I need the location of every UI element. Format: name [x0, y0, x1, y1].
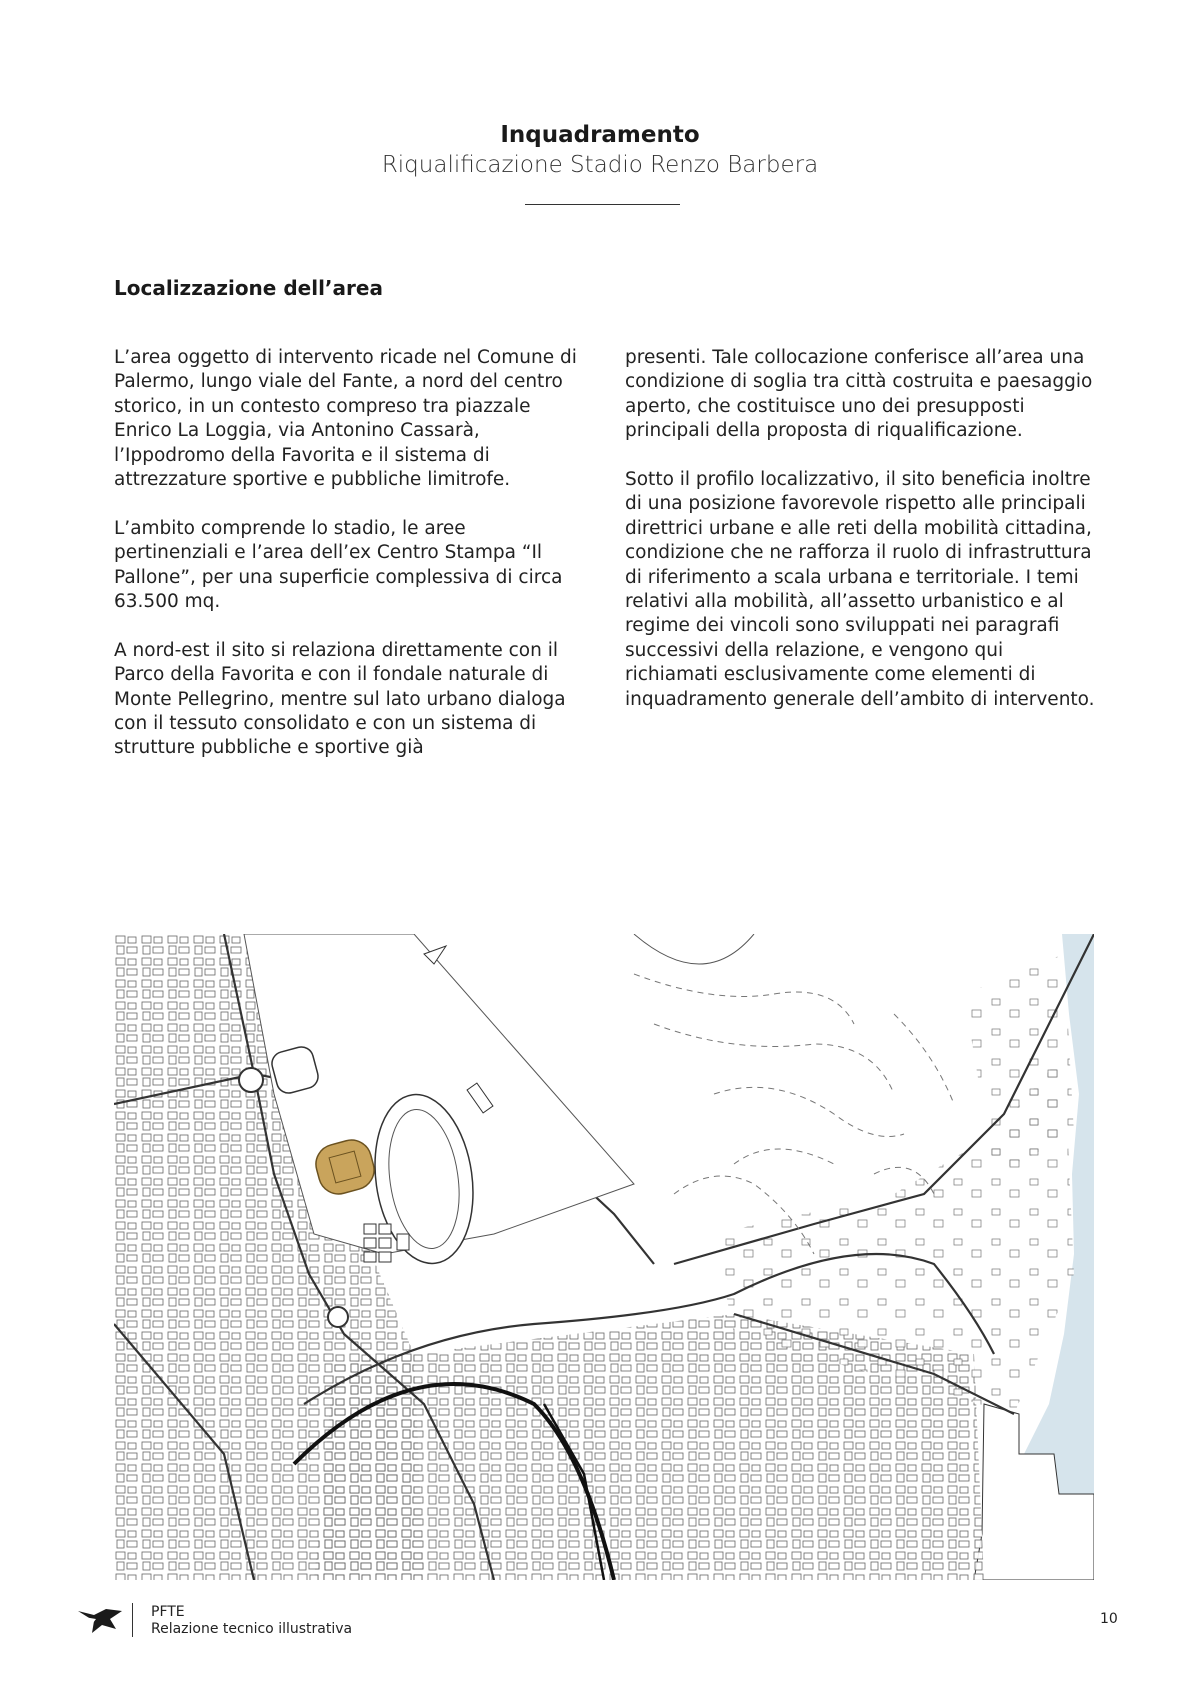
page-header	[0, 120, 1200, 180]
paragraph: L’area oggetto di intervento ricade nel Comune di Palermo, lungo viale del Fante, a nord del centro storico, in un contesto compreso tra piazzale Enrico La Loggia, via Antonino Cassarà, l’Ippodromo della Favorita e il sistema di attrezzature sportive e pubbliche limitrofe.	[114, 347, 577, 491]
favorita-border	[634, 934, 754, 964]
eagle-logo-icon	[76, 1605, 124, 1635]
doc-title: Relazione tecnico illustrativa	[151, 1621, 353, 1637]
location-map	[114, 934, 1094, 1580]
footer-text	[151, 1604, 352, 1638]
section-title: Localizzazione dell’area	[114, 276, 383, 300]
page-title: Inquadramento	[500, 122, 700, 148]
page-subtitle: Riqualificazione Stadio Renzo Barbera	[381, 152, 819, 178]
header-divider	[525, 204, 680, 205]
text-column-right	[625, 346, 1095, 736]
map-drawing	[114, 934, 1094, 1580]
paragraph: L’ambito comprende lo stadio, le aree pertinenziali e l’area dell’ex Centro Stampa “Il Pallone”, per una superficie complessiva di circa 63.500 mq.	[114, 517, 563, 613]
paragraph: Sotto il profilo localizzativo, il sito beneficia inoltre di una posizione favorevole rispetto alle principali direttrici urbane e alle reti della mobilità cittadina, condizione che ne rafforza il ruolo di infrastruttura di riferimento a scala urbana e territoriale. I temi relativi alla mobilità, all’assetto urbanistico e al regime dei vincoli sono sviluppati nei paragrafi successivi della relazione, e vengono qui richiamati esclusivamente come elementi di inquadramento generale dell’ambito di intervento.	[625, 469, 1095, 710]
urban-fabric-northeast	[964, 954, 1074, 1174]
doc-code: PFTE	[151, 1604, 185, 1620]
roundabout-north	[239, 1068, 263, 1092]
page-number: 10	[1100, 1611, 1118, 1627]
paragraph: presenti. Tale collocazione conferisce all’area una condizione di soglia tra città costruita e paesaggio aperto, che costituisce uno dei presupposti principali della proposta di riqualificazione.	[625, 347, 1093, 442]
text-column-left	[114, 346, 584, 785]
paragraph: A nord-est il sito si relaziona direttamente con il Parco della Favorita e con il fondale naturale di Monte Pellegrino, mentre sul lato urbano dialoga con il tessuto consolidato e con un sistema di strutture pubbliche e sportive già	[114, 639, 566, 759]
footer-divider	[132, 1603, 133, 1637]
roundabout-south	[328, 1307, 348, 1327]
